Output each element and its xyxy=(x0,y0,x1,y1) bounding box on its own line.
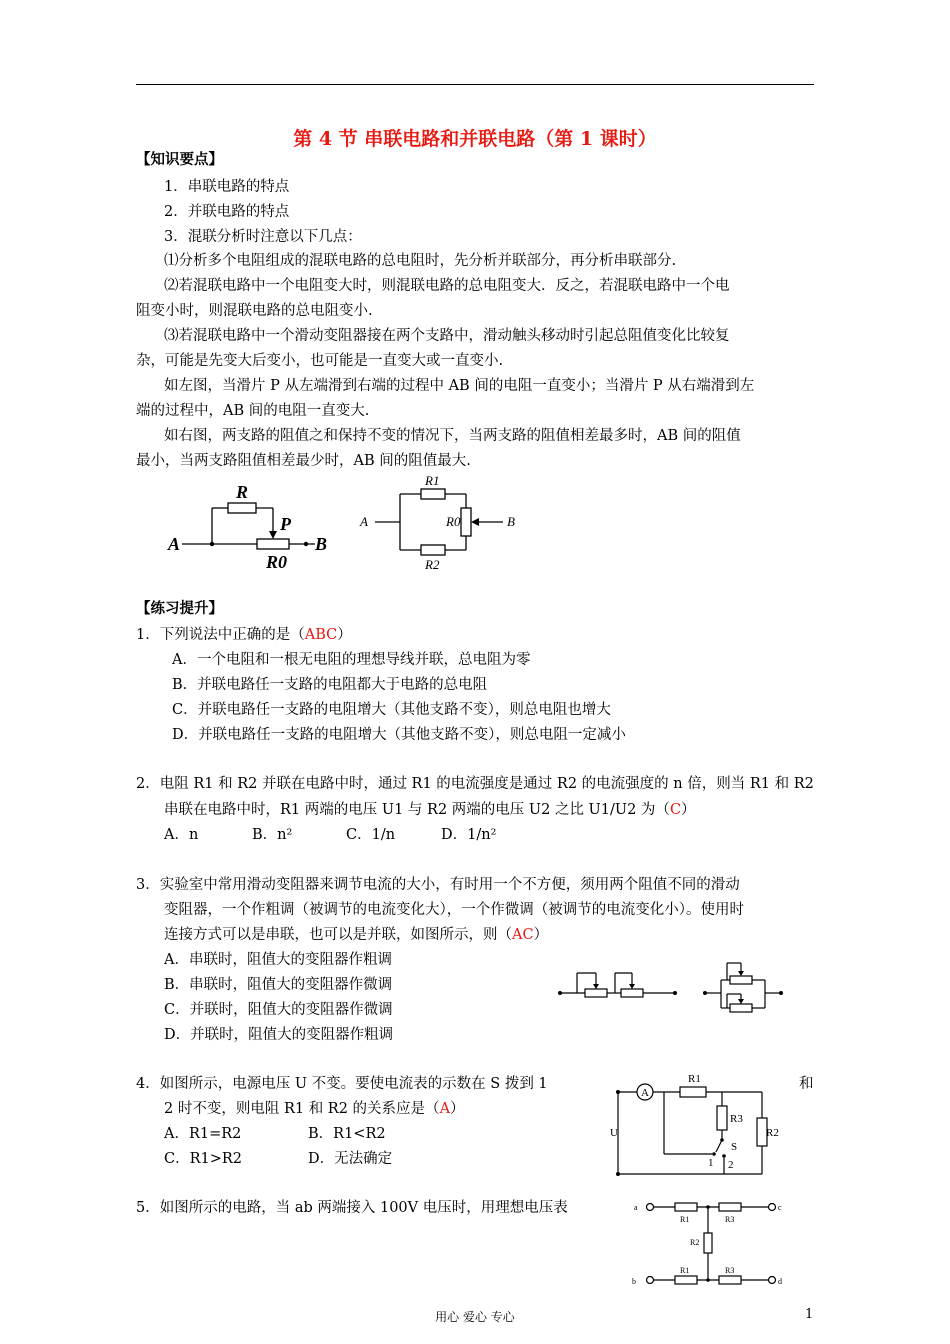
knowledge-point-2: 2．并联电路的特点 xyxy=(164,204,290,220)
fig4-label-U: U xyxy=(610,1127,618,1139)
figure-rheostats xyxy=(555,958,790,1023)
fig5-label-R1-top: R1 xyxy=(680,1215,690,1224)
knowledge-point-1: 1．串联电路的特点 xyxy=(164,179,290,195)
q4-option-d: D．无法确定 xyxy=(308,1151,393,1167)
q1-option-c: C．并联电路任一支路的电阻增大（其他支路不变），则总电阻也增大 xyxy=(172,702,611,718)
fig2-label-A: A xyxy=(360,514,368,529)
q3-stem-line2: 变阻器，一个作粗调（被调节的电流变化大），一个作微调（被调节的电流变化小）。使用时 xyxy=(164,902,744,918)
fig2-label-R1: R1 xyxy=(425,473,440,488)
q1-answer: ABC xyxy=(304,627,338,643)
fig4-label-R1: R1 xyxy=(688,1073,701,1085)
q4-stem-line1-end: 和 xyxy=(799,1076,814,1092)
header-rule xyxy=(136,84,814,85)
q1-option-b: B．并联电路任一支路的电阻都大于电路的总电阻 xyxy=(172,677,488,693)
fig4-label-S: S xyxy=(731,1141,738,1153)
fig2-label-R0: R0 xyxy=(446,514,461,529)
page-footer: 用心 爱心 专心 xyxy=(435,1310,515,1324)
q2-stem-line1: 2．电阻 R1 和 R2 并联在电路中时，通过 R1 的电流强度是通过 R2 的电流强度的 n 倍，则当 R1 和 R2 xyxy=(136,776,814,792)
fig4-label-R3: R3 xyxy=(730,1113,743,1125)
q1-option-a: A．一个电阻和一根无电阻的理想导线并联，总电阻为零 xyxy=(172,652,531,668)
q1-stem: 1．下列说法中正确的是（ABC） xyxy=(136,627,352,643)
knowledge-left-fig-a: 如左图，当滑片 P 从左端滑到右端的过程中 AB 间的电阻一直变小；当滑片 P 从右端滑到左 xyxy=(164,378,755,394)
fig5-label-R3-bottom: R3 xyxy=(725,1266,735,1275)
q2-option-d: D．1/n² xyxy=(441,827,497,843)
knowledge-note-2b: 阻变小时，则混联电路的总电阻变小. xyxy=(136,303,373,319)
q4-option-a: A．R1=R2 xyxy=(164,1126,242,1142)
q1-option-d: D．并联电路任一支路的电阻增大（其他支路不变），则总电阻一定减小 xyxy=(172,727,626,743)
fig4-ammeter-label: A xyxy=(641,1087,649,1099)
q2-option-b: B．n² xyxy=(252,827,293,843)
fig2-label-R2: R2 xyxy=(425,557,440,572)
fig5-label-d: d xyxy=(778,1277,782,1286)
q2-stem-line2: 串联在电路中时，R1 两端的电压 U1 与 R2 两端的电压 U2 之比 U1/U2 为（C） xyxy=(164,802,696,818)
fig5-label-c: c xyxy=(778,1203,782,1212)
q3-stem-line3: 连接方式可以是串联，也可以是并联，如图所示，则（AC） xyxy=(164,927,549,943)
q3-stem-line1: 3．实验室中常用滑动变阻器来调节电流的大小，有时用一个不方便，须用两个阻值不同的滑动 xyxy=(136,877,740,893)
q4-stem-line1: 4．如图所示，电源电压 U 不变。要使电流表的示数在 S 拨到 1 xyxy=(136,1076,548,1092)
fig4-label-R2: R2 xyxy=(766,1127,779,1139)
figure-two-branch-circuit xyxy=(355,474,525,574)
figure-ladder-circuit xyxy=(622,1196,792,1294)
fig1-label-P: P xyxy=(280,514,291,534)
fig1-label-R: R xyxy=(236,482,249,502)
fig5-label-R2: R2 xyxy=(690,1238,700,1247)
knowledge-heading: 【知识要点】 xyxy=(136,151,223,168)
fig4-label-2: 2 xyxy=(728,1159,734,1171)
fig2-label-B: B xyxy=(507,514,515,529)
q4-option-b: B．R1<R2 xyxy=(308,1126,386,1142)
q2-option-a: A．n xyxy=(164,827,199,843)
knowledge-note-2a: ⑵若混联电路中一个电阻变大时，则混联电路的总电阻变大．反之，若混联电路中一个电 xyxy=(164,278,730,294)
fig5-label-R1-bottom: R1 xyxy=(680,1266,690,1275)
q3-option-d: D．并联时，阻值大的变阻器作粗调 xyxy=(164,1027,394,1043)
figure-ammeter-circuit xyxy=(600,1068,790,1183)
fig5-label-a: a xyxy=(634,1203,638,1212)
q4-stem-line2: 2 时不变，则电阻 R1 和 R2 的关系应是（A） xyxy=(164,1101,465,1117)
q5-stem-line1: 5．如图所示的电路，当 ab 两端接入 100V 电压时，用理想电压表 xyxy=(136,1200,568,1216)
knowledge-right-fig-b: 最小，当两支路阻值相差最少时，AB 间的阻值最大. xyxy=(136,453,471,469)
q2-answer: C xyxy=(669,802,682,818)
fig1-label-R0: R0 xyxy=(266,552,288,572)
figure-slider-circuit xyxy=(160,478,340,573)
knowledge-note-3a: ⑶若混联电路中一个滑动变阻器接在两个支路中，滑动触头移动时引起总阻值变化比较复 xyxy=(164,328,730,344)
knowledge-left-fig-b: 端的过程中，AB 间的电阻一直变大. xyxy=(136,403,370,419)
fig4-label-1: 1 xyxy=(708,1157,714,1169)
knowledge-note-3b: 杂，可能是先变大后变小，也可能是一直变大或一直变小. xyxy=(136,353,504,369)
fig1-label-B: B xyxy=(315,534,328,554)
fig5-label-b: b xyxy=(632,1277,636,1286)
fig5-label-R3-top: R3 xyxy=(725,1215,735,1224)
knowledge-note-1: ⑴分析多个电阻组成的混联电路的总电阻时，先分析并联部分，再分析串联部分. xyxy=(164,253,677,269)
q2-option-c: C．1/n xyxy=(346,827,396,843)
q3-option-b: B．串联时，阻值大的变阻器作微调 xyxy=(164,977,393,993)
knowledge-point-3: 3．混联分析时注意以下几点： xyxy=(164,229,362,245)
page-title: 第 4 节 串联电路和并联电路（第 1 课时） xyxy=(293,128,657,150)
knowledge-right-fig-a: 如右图，两支路的阻值之和保持不变的情况下，当两支路的阻值相差最多时，AB 间的阻值 xyxy=(164,428,741,444)
q3-answer: AC xyxy=(512,927,534,943)
practice-heading: 【练习提升】 xyxy=(136,600,223,617)
page-number: 1 xyxy=(805,1307,814,1322)
fig1-label-A: A xyxy=(168,534,181,554)
q4-option-c: C．R1>R2 xyxy=(164,1151,243,1167)
q3-option-c: C．并联时，阻值大的变阻器作微调 xyxy=(164,1002,393,1018)
q3-option-a: A．串联时，阻值大的变阻器作粗调 xyxy=(164,952,392,968)
q4-answer: A xyxy=(439,1101,451,1117)
